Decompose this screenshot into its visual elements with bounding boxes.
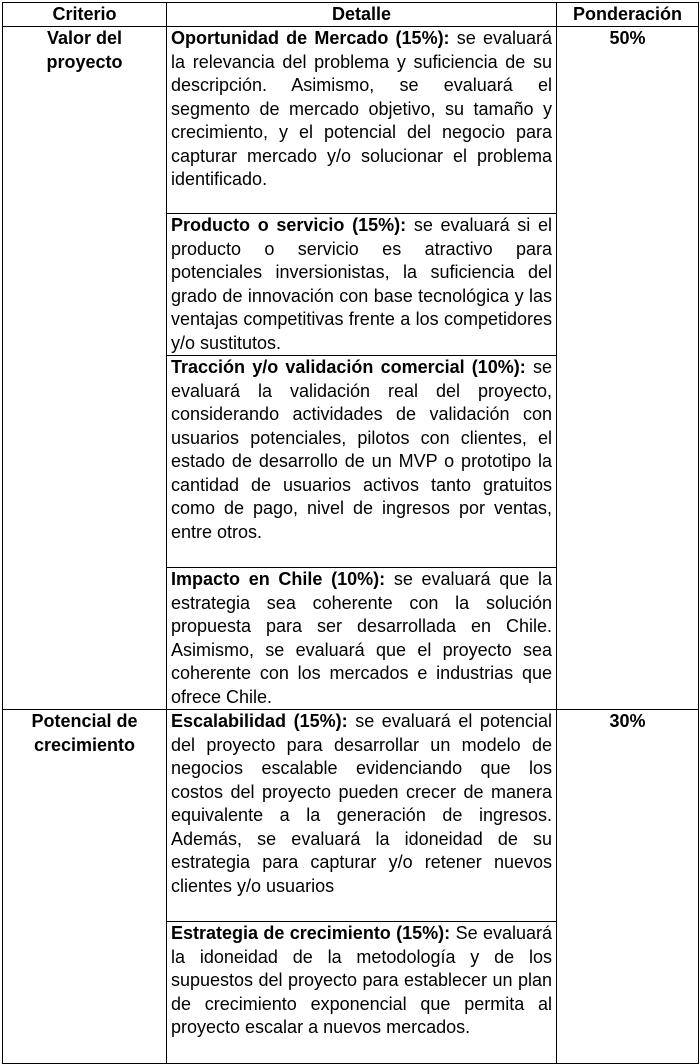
detail-title: Estrategia de crecimiento (15%): — [171, 923, 451, 943]
table-row — [3, 710, 699, 922]
header-row — [3, 3, 699, 27]
detail-escalabilidad — [167, 710, 557, 922]
detail-title: Producto o servicio (15%): — [171, 215, 407, 235]
detail-title: Oportunidad de Mercado (15%): — [171, 28, 450, 48]
detail-text: se evaluará si el producto o servicio es atractivo para potenciales inversionistas, la suficiencia del grado de innovación con base tecnológica y las ventajas competitivas frente a los competidores y/o sustitutos. — [171, 215, 552, 353]
criterio-potencial-de-crecimiento: Potencial de crecimiento — [3, 710, 167, 1064]
detail-title: Escalabilidad (15%): — [171, 711, 348, 731]
detail-oportunidad-de-mercado — [167, 27, 557, 214]
detail-text: se evaluará la relevancia del problema y suficiencia de su descripción. Asimismo, se evaluará el segmento de mercado objetivo, su tamaño y crecimiento, y el potencial del negocio para capturar mercado y/o solucionar el problema identificado. — [171, 28, 552, 189]
detail-impacto-en-chile — [167, 568, 557, 710]
header-detalle: Detalle — [167, 3, 557, 27]
header-criterio: Criterio — [3, 3, 167, 27]
detail-traccion-validacion-comercial — [167, 356, 557, 568]
detail-producto-o-servicio — [167, 214, 557, 356]
detail-text: se evaluará la validación real del proyecto, considerando actividades de validación con usuarios potenciales, pilotos con clientes, el estado de desarrollo de un MVP o prototipo la cantidad de usuarios activos tanto gratuitos como de pago, nivel de ingresos por ventas, entre otros. — [171, 357, 552, 542]
detail-estrategia-de-crecimiento — [167, 922, 557, 1064]
ponderacion-potencial-de-crecimiento: 30% — [557, 710, 699, 1064]
ponderacion-valor-del-proyecto: 50% — [557, 27, 699, 710]
detail-title: Tracción y/o validación comercial (10%): — [171, 357, 526, 377]
criterio-valor-del-proyecto: Valor del proyecto — [3, 27, 167, 710]
detail-text: se evaluará que la estrategia sea coherente con la solución propuesta para ser desarrollada en Chile. Asimismo, se evaluará que el proyecto sea coherente con los mercados e industrias que ofrece Chile. — [171, 569, 552, 707]
detail-text: Se evaluará la idoneidad de la metodología y de los supuestos del proyecto para establecer un plan de crecimiento exponencial que permita al proyecto escalar a nuevos mercados. — [171, 923, 552, 1037]
detail-text: se evaluará el potencial del proyecto para desarrollar un modelo de negocios escalable evidenciando que los costos del proyecto pueden crecer de manera equivalente a la generación de ingresos. Además, se evaluará la idoneidad de su estrategia para capturar y/o retener nuevos clientes y/o usuarios — [171, 711, 552, 896]
evaluation-criteria-table — [2, 2, 699, 1064]
detail-title: Impacto en Chile (10%): — [171, 569, 386, 589]
table-row — [3, 27, 699, 214]
header-ponderacion: Ponderación — [557, 3, 699, 27]
